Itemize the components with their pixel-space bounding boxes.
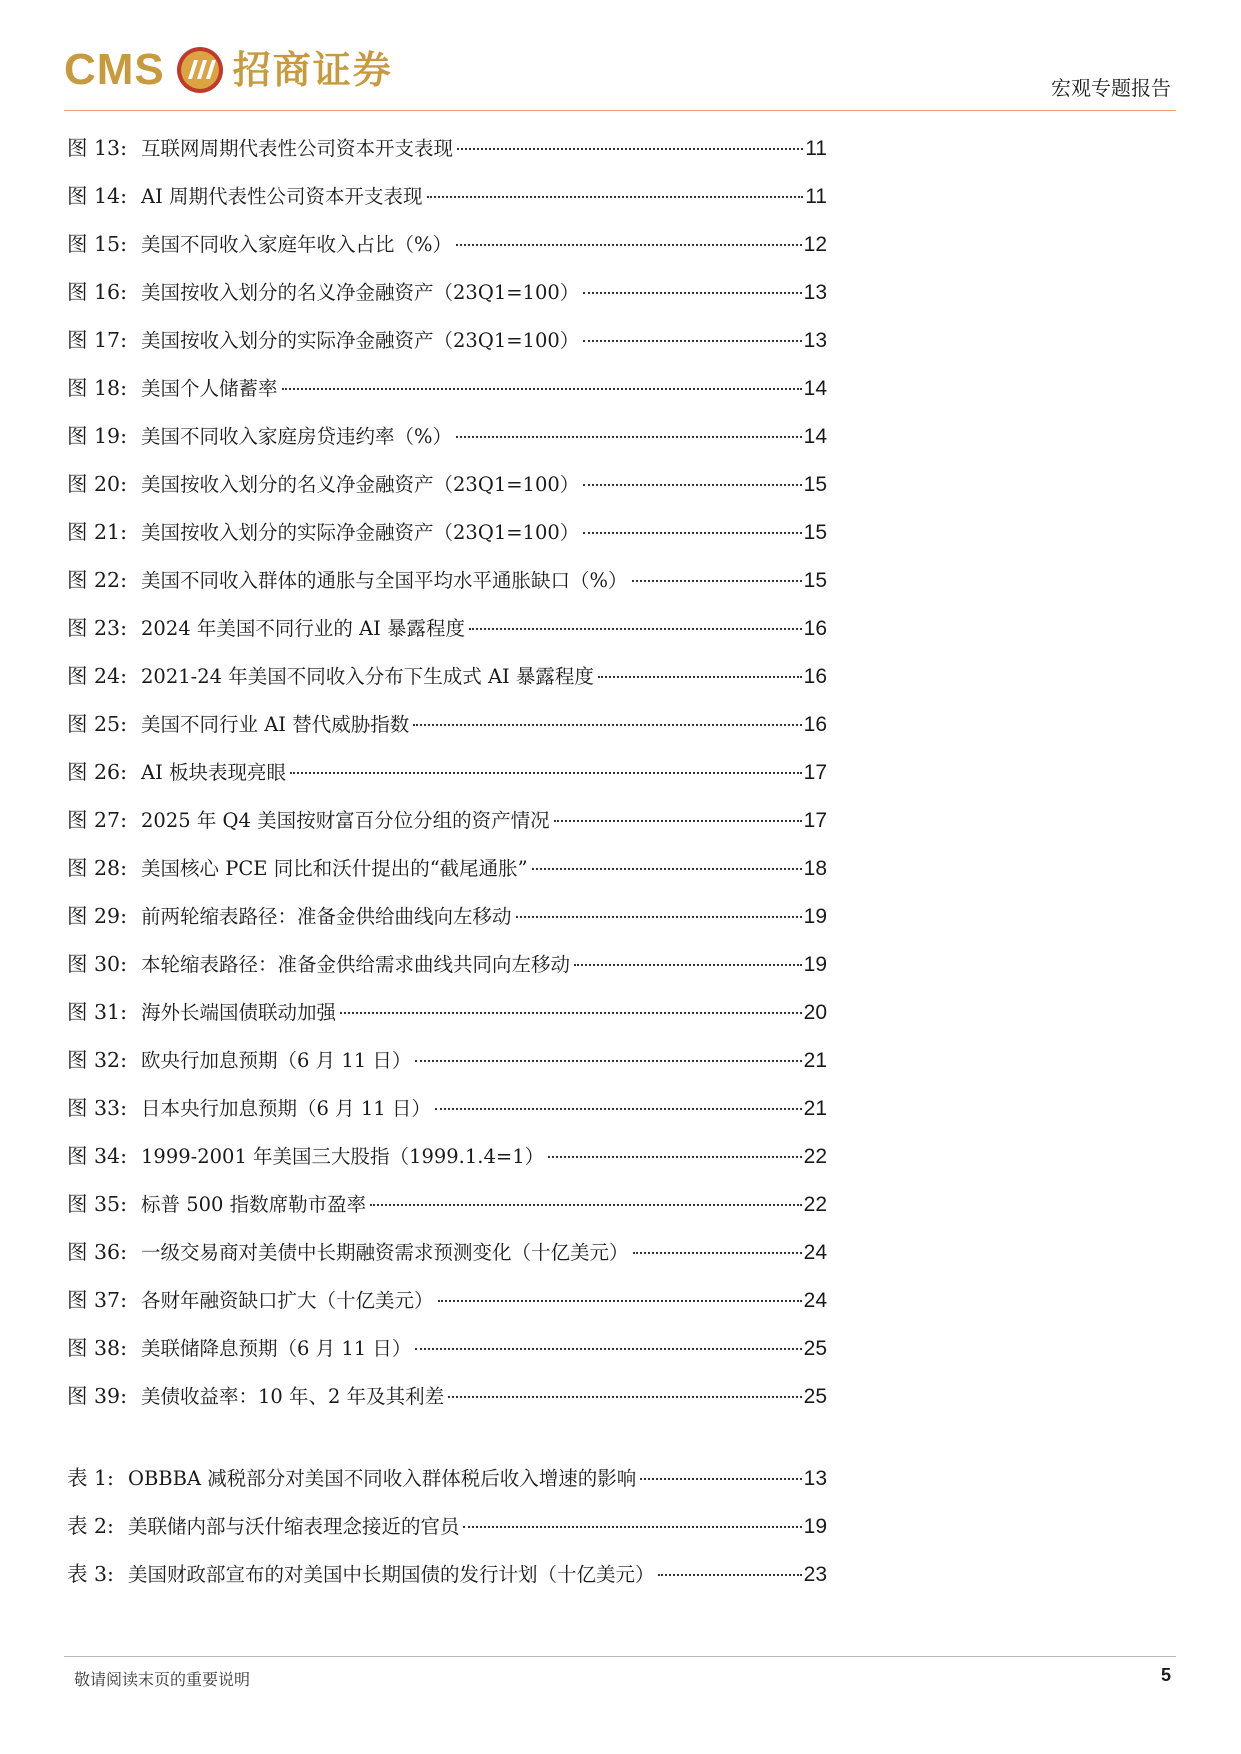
figure-entry-number: 图 36: xyxy=(67,1240,128,1264)
header-divider xyxy=(64,110,1176,111)
figure-entry-page-number: 14 xyxy=(803,425,827,448)
dot-leader xyxy=(583,532,801,534)
figure-entry-title: 美国按收入划分的实际净金融资产（23Q1=100） xyxy=(141,329,580,352)
figure-entry[interactable] xyxy=(67,604,827,652)
figure-entry-number: 图 29: xyxy=(67,904,128,928)
figure-entry-page-number: 13 xyxy=(803,329,827,352)
dot-leader xyxy=(632,580,802,582)
dot-leader xyxy=(290,772,802,774)
figure-entry-title: AI 板块表现亮眼 xyxy=(141,761,286,784)
figure-entry[interactable] xyxy=(67,124,827,172)
figure-entry-number: 图 33: xyxy=(67,1096,128,1120)
figure-entry[interactable] xyxy=(67,700,827,748)
dot-leader xyxy=(456,436,802,438)
dot-leader xyxy=(438,1300,802,1302)
figure-entry-number: 图 14: xyxy=(67,184,128,208)
figure-entry-number: 图 39: xyxy=(67,1384,128,1408)
figure-entry-title: 日本央行加息预期（6 月 11 日） xyxy=(141,1097,431,1120)
figure-entry-page-number: 16 xyxy=(803,665,827,688)
figure-entry-number: 图 21: xyxy=(67,520,128,544)
figure-entry-page-number: 11 xyxy=(805,185,827,208)
figure-entry[interactable] xyxy=(67,1276,827,1324)
figure-entry[interactable] xyxy=(67,316,827,364)
table-entry-title: OBBBA 减税部分对美国不同收入群体税后收入增速的影响 xyxy=(127,1467,637,1490)
dot-leader xyxy=(598,676,802,678)
figure-entry-page-number: 16 xyxy=(803,713,827,736)
table-entry-page-number: 23 xyxy=(803,1563,827,1586)
dot-leader xyxy=(658,1574,801,1576)
figure-entry-number: 图 30: xyxy=(67,952,128,976)
dot-leader xyxy=(516,916,802,918)
figure-entry-title: 2021-24 年美国不同收入分布下生成式 AI 暴露程度 xyxy=(141,665,594,688)
figure-entry[interactable] xyxy=(67,748,827,796)
figure-entry-title: 美国个人储蓄率 xyxy=(141,377,278,400)
figure-entry-page-number: 11 xyxy=(805,137,827,160)
figure-entry-number: 图 17: xyxy=(67,328,128,352)
figure-entry[interactable] xyxy=(67,1084,827,1132)
figure-entry[interactable] xyxy=(67,268,827,316)
figure-entry-number: 图 28: xyxy=(67,856,128,880)
figure-entry-title: 本轮缩表路径：准备金供给需求曲线共同向左移动 xyxy=(141,953,571,976)
figure-entry-page-number: 15 xyxy=(803,569,827,592)
table-entry-page-number: 19 xyxy=(803,1515,827,1538)
cms-logo xyxy=(64,40,393,100)
figure-entry-number: 图 23: xyxy=(67,616,128,640)
dot-leader xyxy=(532,868,802,870)
figure-entry-title: 一级交易商对美债中长期融资需求预测变化（十亿美元） xyxy=(141,1241,629,1264)
dot-leader xyxy=(469,628,802,630)
table-entry-title: 美国财政部宣布的对美国中长期国债的发行计划（十亿美元） xyxy=(127,1563,655,1586)
dot-leader xyxy=(640,1478,801,1480)
figure-entry-title: 美国不同收入家庭年收入占比（%） xyxy=(141,233,453,256)
figure-entry-title: 美国不同收入群体的通胀与全国平均水平通胀缺口（%） xyxy=(141,569,628,592)
figure-entry[interactable] xyxy=(67,1324,827,1372)
figure-entry[interactable] xyxy=(67,508,827,556)
figure-entry-page-number: 19 xyxy=(803,905,827,928)
dot-leader xyxy=(554,820,802,822)
figure-entry-page-number: 16 xyxy=(803,617,827,640)
figure-entry-number: 图 32: xyxy=(67,1048,128,1072)
figure-entry-page-number: 21 xyxy=(803,1049,827,1072)
figure-entry-title: 美联储降息预期（6 月 11 日） xyxy=(141,1337,412,1360)
figure-entry-page-number: 15 xyxy=(803,521,827,544)
dot-leader xyxy=(633,1252,802,1254)
figure-entry-title: 各财年融资缺口扩大（十亿美元） xyxy=(141,1289,434,1312)
page-header xyxy=(0,0,1241,112)
figure-entry-title: 美国核心 PCE 同比和沃什提出的“截尾通胀” xyxy=(141,857,528,880)
dot-leader xyxy=(427,196,804,198)
figure-index xyxy=(67,124,827,1420)
dot-leader xyxy=(583,484,801,486)
figure-entry-number: 图 38: xyxy=(67,1336,128,1360)
table-entry-title: 美联储内部与沃什缩表理念接近的官员 xyxy=(127,1515,460,1538)
figure-entry-number: 图 24: xyxy=(67,664,128,688)
report-type-label: 宏观专题报告 xyxy=(1051,76,1171,100)
figure-entry-title: 美国按收入划分的名义净金融资产（23Q1=100） xyxy=(141,281,580,304)
figure-entry-number: 图 25: xyxy=(67,712,128,736)
figure-entry-number: 图 22: xyxy=(67,568,128,592)
dot-leader xyxy=(463,1526,801,1528)
logo-chinese-text: 招商证券 xyxy=(232,48,393,92)
dot-leader xyxy=(415,1348,801,1350)
figure-entry-title: 海外长端国债联动加强 xyxy=(141,1001,337,1024)
figure-entry[interactable] xyxy=(67,220,827,268)
page-number: 5 xyxy=(1160,1665,1171,1685)
figure-entry-page-number: 25 xyxy=(803,1385,827,1408)
figure-entry-page-number: 22 xyxy=(803,1145,827,1168)
figure-index-list xyxy=(67,124,827,1420)
figure-entry-title: 1999-2001 年美国三大股指（1999.1.4=1） xyxy=(141,1145,545,1168)
figure-entry-number: 图 16: xyxy=(67,280,128,304)
figure-entry-page-number: 12 xyxy=(803,233,827,256)
figure-entry-title: 互联网周期代表性公司资本开支表现 xyxy=(141,137,454,160)
figure-entry-title: 标普 500 指数席勒市盈率 xyxy=(141,1193,367,1216)
dot-leader xyxy=(548,1156,802,1158)
footer-disclaimer-note: 敬请阅读末页的重要说明 xyxy=(74,1670,251,1689)
logo-badge-icon xyxy=(175,45,225,95)
dot-leader xyxy=(583,292,801,294)
dot-leader xyxy=(340,1012,802,1014)
figure-entry[interactable] xyxy=(67,892,827,940)
figure-entry-number: 图 13: xyxy=(67,136,128,160)
figure-entry-title: 2024 年美国不同行业的 AI 暴露程度 xyxy=(141,617,466,640)
figure-entry-page-number: 22 xyxy=(803,1193,827,1216)
dot-leader xyxy=(456,244,802,246)
dot-leader xyxy=(574,964,802,966)
dot-leader xyxy=(370,1204,802,1206)
figure-entry[interactable] xyxy=(67,364,827,412)
figure-entry-number: 图 18: xyxy=(67,376,128,400)
table-entry[interactable] xyxy=(67,1454,827,1502)
figure-entry[interactable] xyxy=(67,940,827,988)
figure-entry-number: 图 19: xyxy=(67,424,128,448)
figure-entry-page-number: 19 xyxy=(803,953,827,976)
figure-entry-page-number: 17 xyxy=(803,809,827,832)
figure-entry-number: 图 35: xyxy=(67,1192,128,1216)
table-entry-number: 表 1: xyxy=(67,1466,114,1490)
figure-entry[interactable] xyxy=(67,1372,827,1420)
figure-entry-page-number: 15 xyxy=(803,473,827,496)
figure-entry-title: 美国不同收入家庭房贷违约率（%） xyxy=(141,425,453,448)
table-entry-number: 表 3: xyxy=(67,1562,114,1586)
dot-leader xyxy=(457,148,803,150)
figure-entry[interactable] xyxy=(67,1036,827,1084)
figure-entry-number: 图 20: xyxy=(67,472,128,496)
table-entry-page-number: 13 xyxy=(803,1467,827,1490)
figure-entry[interactable] xyxy=(67,556,827,604)
figure-entry-number: 图 31: xyxy=(67,1000,128,1024)
dot-leader xyxy=(282,388,802,390)
figure-entry[interactable] xyxy=(67,1132,827,1180)
table-index xyxy=(67,1454,827,1598)
logo-latin-text: CMS xyxy=(64,45,165,94)
dot-leader xyxy=(448,1396,802,1398)
table-entry[interactable] xyxy=(67,1550,827,1598)
figure-entry-title: 美国不同行业 AI 替代威胁指数 xyxy=(141,713,410,736)
figure-entry[interactable] xyxy=(67,412,827,460)
figure-entry-page-number: 14 xyxy=(803,377,827,400)
figure-entry-number: 图 26: xyxy=(67,760,128,784)
dot-leader xyxy=(583,340,801,342)
dot-leader xyxy=(415,1060,801,1062)
dot-leader xyxy=(413,724,801,726)
figure-entry-page-number: 21 xyxy=(803,1097,827,1120)
table-index-list xyxy=(67,1454,827,1598)
figure-entry[interactable] xyxy=(67,460,827,508)
figure-entry-number: 图 27: xyxy=(67,808,128,832)
figure-entry-page-number: 24 xyxy=(803,1241,827,1264)
figure-entry-title: 欧央行加息预期（6 月 11 日） xyxy=(141,1049,412,1072)
table-entry[interactable] xyxy=(67,1502,827,1550)
figure-entry-page-number: 25 xyxy=(803,1337,827,1360)
figure-entry[interactable] xyxy=(67,988,827,1036)
figure-entry-page-number: 17 xyxy=(803,761,827,784)
figure-entry-number: 图 37: xyxy=(67,1288,128,1312)
figure-entry[interactable] xyxy=(67,172,827,220)
figure-entry-title: 美国按收入划分的名义净金融资产（23Q1=100） xyxy=(141,473,580,496)
figure-entry[interactable] xyxy=(67,796,827,844)
figure-entry-page-number: 20 xyxy=(803,1001,827,1024)
table-entry-number: 表 2: xyxy=(67,1514,114,1538)
figure-entry[interactable] xyxy=(67,1180,827,1228)
figure-entry-page-number: 18 xyxy=(803,857,827,880)
figure-entry[interactable] xyxy=(67,652,827,700)
figure-entry[interactable] xyxy=(67,844,827,892)
figure-entry-number: 图 15: xyxy=(67,232,128,256)
figure-entry-title: 美债收益率：10 年、2 年及其利差 xyxy=(141,1385,445,1408)
figure-entry-title: 前两轮缩表路径：准备金供给曲线向左移动 xyxy=(141,905,512,928)
figure-entry-title: 2025 年 Q4 美国按财富百分位分组的资产情况 xyxy=(141,809,550,832)
figure-entry-page-number: 13 xyxy=(803,281,827,304)
dot-leader xyxy=(435,1108,802,1110)
figure-entry[interactable] xyxy=(67,1228,827,1276)
footer-divider xyxy=(64,1656,1176,1657)
figure-entry-title: 美国按收入划分的实际净金融资产（23Q1=100） xyxy=(141,521,580,544)
figure-entry-page-number: 24 xyxy=(803,1289,827,1312)
figure-entry-title: AI 周期代表性公司资本开支表现 xyxy=(141,185,423,208)
figure-entry-number: 图 34: xyxy=(67,1144,128,1168)
